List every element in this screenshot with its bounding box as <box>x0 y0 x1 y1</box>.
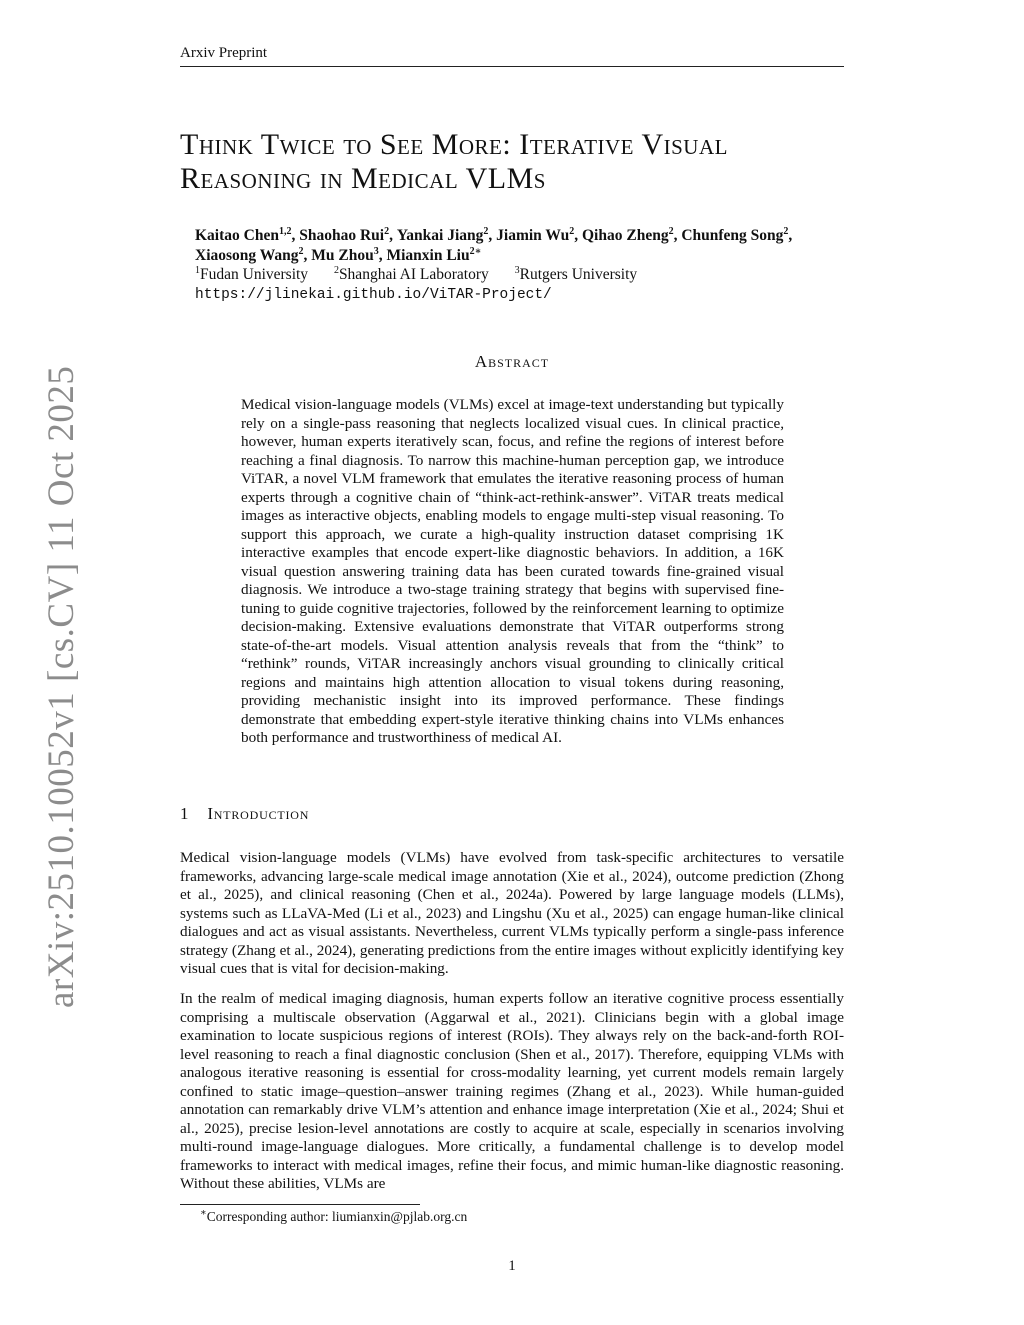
author: Yankai Jiang$^2$, <box>396 225 497 244</box>
author-list <box>195 226 855 266</box>
author: Shaohao Rui$^2$, <box>299 225 397 244</box>
paper-title <box>180 128 850 196</box>
title-line-1: Think Twice to See More: Iterative Visual <box>180 128 728 161</box>
affiliation: $^1$Fudan University <box>195 264 309 283</box>
author: Qihao Zheng$^2$, <box>582 225 682 244</box>
intro-paragraph-2: In the realm of medical imaging diagnosis, human experts follow an iterative cognitive process essentially comprising a multiscale observation (Aggarwal et al., 2021). Clinicians begin with a global image examination to locate suspicious regions of interest (ROIs). They always rely on the back-and-forth ROI-level reasoning to reach a final diagnostic conclusion (Shen et al., 2017). Therefore, equipping VLMs with analogous iterative reasoning is essential for cross-modality learning, yet current models remain largely confined to static image–question–answer training regimes (Zhang et al., 2023). While human-guided annotation can remarkably drive VLM’s attention and enhance image interpretation (Xie et al., 2024; Shui et al., 2025), precise lesion-level annotations are costly to acquire at scale, especially in scenarios involving multi-round image-language dialogues. More critically, a fundamental challenge is to develop model frameworks to interact with medical images, refine their focus, and mimic human-like diagnostic reasoning. Without these abilities, VLMs are <box>180 990 844 1192</box>
section-number: 1 <box>180 804 190 823</box>
affiliation: $^2$Shanghai AI Laboratory <box>333 264 489 283</box>
author: Xiaosong Wang$^2$, <box>195 245 312 264</box>
abstract-heading: Abstract <box>474 352 550 371</box>
footnote-text: Corresponding author: liumianxin@pjlab.org.cn <box>206 1209 468 1224</box>
affiliations <box>195 265 855 285</box>
affiliation: $^3$Rutgers University <box>514 264 638 283</box>
footnote-mark: ∗ <box>200 1207 207 1219</box>
project-url[interactable]: https://jlinekai.github.io/ViTAR-Project/ <box>195 287 552 303</box>
arxiv-identifier-stamp: arXiv:2510.10052v1 [cs.CV] 11 Oct 2025 <box>41 365 82 1008</box>
page-number: 1 <box>508 1258 516 1274</box>
running-header: Arxiv Preprint <box>180 44 844 67</box>
author: Jiamin Wu$^2$, <box>496 225 582 244</box>
author: Chunfeng Song$^2$, <box>681 225 793 244</box>
author: Mianxin Liu$^{2∗}$ <box>386 245 482 264</box>
title-line-2: Reasoning in Medical VLMs <box>180 162 546 195</box>
intro-paragraph-1: Medical vision-language models (VLMs) have evolved from task-specific architectures to versatile frameworks, advancing large-scale medical image annotation (Xie et al., 2024), outcome prediction (Zhong et al., 2025), and clinical reasoning (Chen et al., 2024a). Powered by large language models (LLMs), systems such as LLaVA-Med (Li et al., 2023) and Lingshu (Xu et al., 2025) can engage human-like clinical dialogues and act as visual assistants. Nevertheless, current VLMs typically perform a single-pass inference strategy (Zhang et al., 2024), generating predictions from the entire images without explicitly identifying key visual cues that is vital for decision-making. <box>180 849 844 977</box>
section-title: Introduction <box>207 804 310 823</box>
author: Kaitao Chen$^{1,2}$, <box>195 225 300 244</box>
footnote-rule <box>180 1204 420 1205</box>
author: Mu Zhou$^3$, <box>311 245 387 264</box>
section-heading <box>180 804 309 824</box>
abstract-text: Medical vision-language models (VLMs) excel at image-text understanding but typically rely on a single-pass reasoning that neglects localized visual cues. In clinical practice, however, human experts iteratively scan, focus, and refine the regions of interest before reaching a final diagnosis. To narrow this machine-human perception gap, we introduce ViTAR, a novel VLM framework that emulates the iterative reasoning process of human experts through a cognitive chain of “think-act-rethink-answer”. ViTAR treats medical images as interactive objects, enabling models to engage multi-step visual reasoning. To support this approach, we curate a high-quality instruction dataset comprising 1K interactive examples that encode expert-like diagnostic behaviors. In addition, a 16K visual question answering training data has been curated towards fine-grained visual diagnosis. We introduce a two-stage training strategy that begins with supervised fine-tuning to guide cognitive trajectories, followed by the reinforcement learning to optimize decision-making. Extensive evaluations demonstrate that ViTAR outperforms strong state-of-the-art models. Visual attention analysis reveals that from the “think” to “rethink” rounds, ViTAR increasingly anchors visual grounding to clinically critical regions and maintains high attention allocation to visual tokens during reasoning, providing mechanistic insight into its improved performance. These findings demonstrate that embedding expert-style iterative thinking chains into VLMs enhances both performance and trustworthiness of medical AI. <box>241 396 784 746</box>
footnote <box>200 1208 467 1225</box>
